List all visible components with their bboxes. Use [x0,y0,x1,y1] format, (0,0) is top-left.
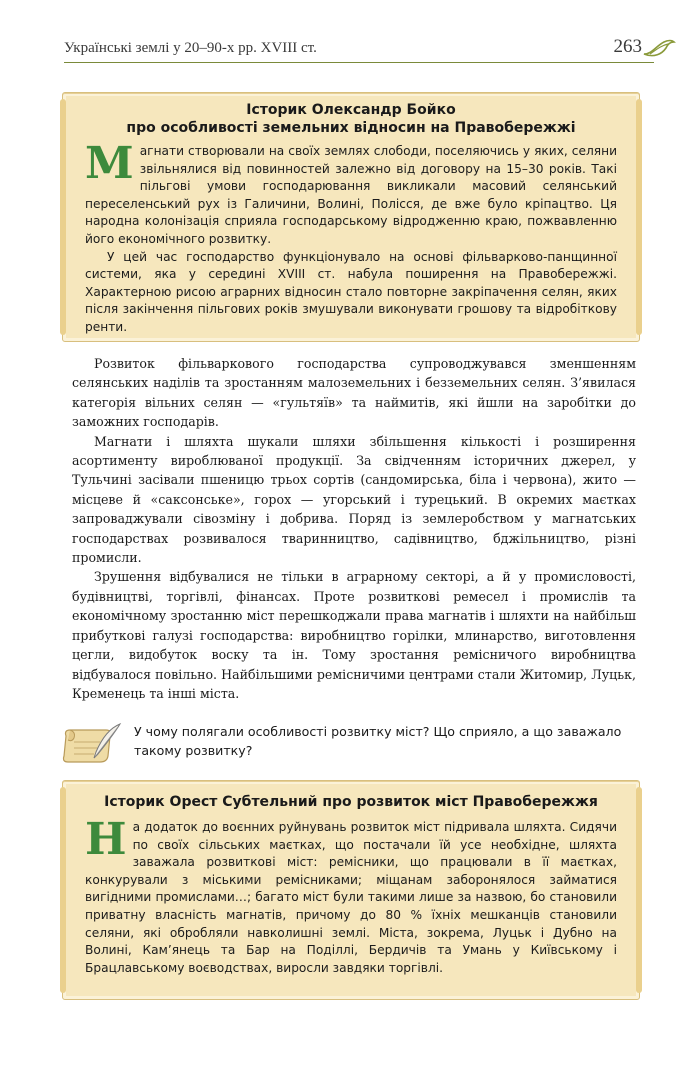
box-body [85,138,617,337]
box-title-line2: про особливості земельних відносин на Правобережжі [126,120,576,136]
leaf-ornament-icon [642,32,676,62]
source-box-subtelny [62,780,640,1000]
page-number: 263 [613,36,642,57]
header-title: Українські землі у 20–90-х рр. XVIII ст. [64,40,317,56]
main-paragraph-3: Зрушення відбувалися не тільки в аграрному секторі, а й у промисловості, будівництві, торгівлі, фінансах. Проте розвиткові ремесел і промислів та економічному зростанню міст перешкоджали права магнатів і шляхти на найбільш прибуткові галузі господарства: виробництво горілки, млинарство, виготовлення цегли, видобуток воску та ін. Тому зростання ремісничого виробництва відбувалося повільно. Найбільшими ремісничими центрами стали Житомир, Луцьк, Кременець та інші міста. [72,569,636,701]
question-block [60,716,640,772]
page-header [64,30,676,70]
main-paragraph-2: Магнати і шляхта шукали шляхи збільшення кількості і розширення асортименту вироблюваної продукції. За свідченням історичних джерел, у Тульчині засівали пшеницю трьох сортів (сандомирська, біла і червона), жито — місцеве й «саксонське», горох — угорський і турецький. В окремих маєтках запроваджували сівозміну і добрива. Поряд із землеробством у магнатських господарствах розвивалося тваринництво, садівництво, бджільництво, різні промисли. [72,433,636,566]
box2-body [85,814,617,977]
box2-title: Історик Орест Субтельний про розвиток міст Правобережжя [104,794,598,810]
header-rule [64,62,654,63]
dropcap: Н [85,814,127,865]
question-text: У чому полягали особливості розвитку міст? Що сприяло, а що заважало такому розвитку? [134,724,622,758]
source-box-boyko [62,92,640,342]
box2-paragraph: а додаток до воєнних руйнувань розвиток міст підривала шляхта. Сидячи по своїх сільських маєтках, що постачали їй усе необхідне, шляхта заважала розвиткові міст: ремісники, що працювали в її маєтках, конкурували з міськими ремісниками; міщанам заборонялося займатися вигідними промислами…; багато міст були такими лише за назвою, бо становили приватну власність магнатів, причому до 80 % їхніх мешканців становили селяни, які обробляли навколишні землі. Міста, зокрема, Луцьк і Дубно на Волині, Кам’янець та Бар на Поділлі, Бердичів та Умань у Київському і Брацлавському воєводствах, виросли завдяки торгівлі. [85,820,617,975]
box-title-line1: Історик Олександр Бойко [246,102,456,118]
main-text [72,354,636,703]
dropcap: М [85,138,134,189]
box-paragraph-2: У цей час господарство функціонувало на основі фільварково-панщинної системи, яка у середині XVIII ст. набула поширення на Правобережжі. Характерною рисою аграрних відносин стало повторне закріпачення селян, яких після закінчення пільгових років змушували виконувати грошову та відробіткову ренти. [85,249,617,334]
scroll-quill-icon [60,722,124,766]
box-paragraph-1: агнати створювали на своїх землях слободи, поселяючись у яких, селяни звільнялися від повинностей залежно від договору на 15–30 років. Такі пільгові умови господарювання викликали масовий селянський переселенський рух із Галичини, Волині, Полісся, де вже було кріпацтво. Ця народна колонізація сприяла господарському відродженню краю, пожвавленню його економічного розвитку. [85,144,617,246]
main-paragraph-1: Розвиток фільваркового господарства супроводжувався зменшенням селянських наділів та зростанням малоземельних і безземельних селян. З’явилася категорія вільних селян — «гультяїв» та наймитів, які йшли на заробітки до заможних господарів. [72,356,636,430]
